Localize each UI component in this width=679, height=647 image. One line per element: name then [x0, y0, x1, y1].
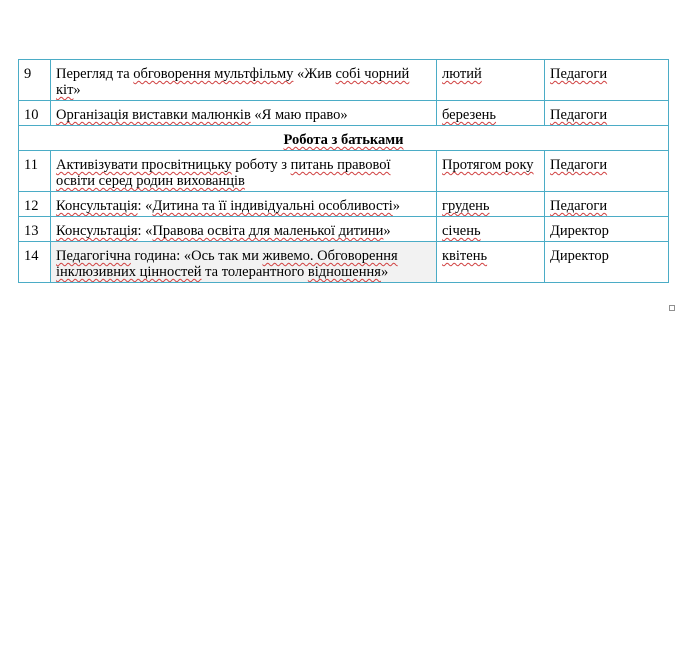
- activity-text: година: «Ось так ми: [130, 248, 263, 264]
- term-text: Протягом року: [442, 157, 534, 173]
- activity-cell: [51, 217, 437, 242]
- table-row: [19, 192, 669, 217]
- activity-cell: [51, 60, 437, 101]
- term-text: квітень: [442, 248, 488, 264]
- responsible-cell: [545, 217, 669, 242]
- activity-text: обговорення мультфільму: [133, 66, 294, 82]
- activity-text: роботу з: [231, 157, 291, 173]
- activity-text: : «: [137, 198, 153, 214]
- table-row: [19, 151, 669, 192]
- term-cell: [437, 60, 545, 101]
- responsible-cell: [545, 151, 669, 192]
- table-row: [19, 101, 669, 126]
- row-number: 11: [19, 151, 51, 192]
- term-cell: [437, 242, 545, 283]
- table-row: [19, 60, 669, 101]
- responsible-cell: [545, 60, 669, 101]
- term-cell: [437, 192, 545, 217]
- activity-text: живемо. Обговорення інклюзивних цінностей: [56, 248, 398, 280]
- responsible-text: Директор: [550, 223, 609, 239]
- activity-text: Консультація: [56, 223, 138, 239]
- table-row: [19, 217, 669, 242]
- activity-text: Дитина та її індивідуальні особливості: [152, 198, 393, 214]
- term-cell: [437, 101, 545, 126]
- activity-text: Педагогічна: [56, 248, 131, 264]
- activity-table: [18, 59, 669, 283]
- responsible-cell: [545, 242, 669, 283]
- responsible-text: Педагоги: [550, 157, 608, 173]
- activity-text: Правова освіта для маленької дитини: [152, 223, 384, 239]
- activity-text: та толерантного: [201, 264, 308, 280]
- responsible-cell: [545, 192, 669, 217]
- activity-text: »: [383, 223, 391, 239]
- activity-cell: [51, 192, 437, 217]
- responsible-text: Педагоги: [550, 107, 608, 123]
- activity-text: Консультація: [56, 198, 138, 214]
- term-text: січень: [442, 223, 481, 239]
- activity-text: »: [392, 198, 401, 214]
- activity-text: «Жив: [293, 66, 336, 82]
- row-number: 12: [19, 192, 51, 217]
- section-header-row: [19, 126, 669, 151]
- activity-text: Перегляд та: [56, 66, 134, 82]
- activity-text: відношення: [307, 264, 381, 280]
- term-text: березень: [442, 107, 497, 123]
- activity-text: : «: [137, 223, 153, 239]
- row-number: 13: [19, 217, 51, 242]
- row-number: 9: [19, 60, 51, 101]
- responsible-text: Педагоги: [550, 198, 608, 214]
- section-title: [19, 126, 669, 151]
- row-number: 10: [19, 101, 51, 126]
- activity-text: питань правової освіти серед родин вихованців: [56, 157, 391, 189]
- activity-text: Організація виставки малюнків: [56, 107, 251, 123]
- term-text: грудень: [442, 198, 490, 214]
- activity-text: Активізувати просвітницьку: [56, 157, 232, 173]
- table-row: [19, 242, 669, 283]
- activity-text: «Я маю право»: [250, 107, 348, 123]
- activity-cell: [51, 101, 437, 126]
- activity-table-body: [19, 60, 669, 283]
- activity-text: »: [380, 264, 389, 280]
- activity-text: собі чорний кіт: [56, 66, 410, 98]
- term-cell: [437, 151, 545, 192]
- row-number: 14: [19, 242, 51, 283]
- term-cell: [437, 217, 545, 242]
- activity-cell: [51, 242, 437, 283]
- responsible-text: Педагоги: [550, 66, 608, 82]
- activity-cell: [51, 151, 437, 192]
- table-resize-handle[interactable]: [669, 305, 675, 311]
- term-text: лютий: [442, 66, 482, 82]
- section-title-text: Робота з батьками: [283, 132, 404, 148]
- responsible-cell: [545, 101, 669, 126]
- responsible-text: Директор: [550, 248, 609, 264]
- activity-text: »: [73, 82, 81, 98]
